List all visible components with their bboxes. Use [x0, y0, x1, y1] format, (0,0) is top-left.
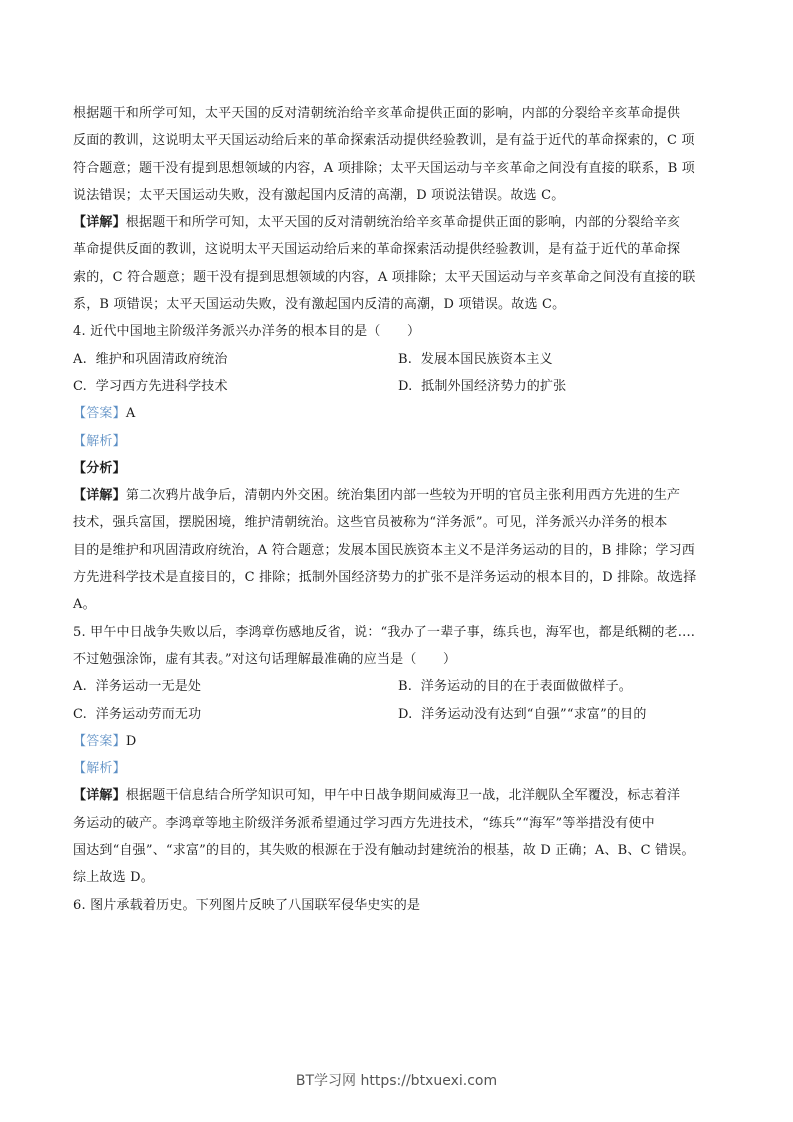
text-line: 综上故选 D。: [73, 870, 154, 886]
option-b[interactable]: [398, 346, 725, 373]
text-line: 目的是维护和巩固清政府统治，A 符合题意；发展本国民族资本主义不是洋务运动的目的，B 排除；学习西: [73, 542, 696, 558]
fenxi-line: [73, 455, 725, 482]
detail-text: 根据题干信息结合所学知识可知，甲午中日战争期间威海卫一战，北洋舰队全军覆没，标志着洋: [125, 788, 681, 804]
analysis-label: 【解析】: [73, 433, 126, 449]
text-line: 根据题干和所学可知，太平天国的反对清朝统治给辛亥革命提供正面的影响，内部的分裂给辛亥革命提供: [73, 106, 681, 121]
text-line: 索的，C 符合题意；题干没有提到思想领域的内容，A 项排除；太平天国运动与辛亥革命之间没有直接的联: [73, 269, 696, 285]
text-line: 说法错误；太平天国运动失败，没有激起国内反清的高潮，D 项说法错误。故选 C。: [73, 187, 565, 203]
text-line: 符合题意；题干没有提到思想领域的内容，A 项排除；太平天国运动与辛亥革命之间没有直接的联系，B 项: [73, 160, 696, 176]
detail-label: 【详解】: [73, 788, 126, 804]
detail-text: 第二次鸦片战争后，清朝内外交困。统治集团内部一些较为开明的官员主张利用西方先进的生产: [125, 488, 681, 504]
text-line: 革命提供反面的教训，这说明太平天国运动给后来的革命探索活动提供经验教训，是有益于近代的革命探: [73, 242, 681, 258]
option-text: 洋务运动一无是处: [95, 679, 202, 695]
question-text: 甲午中日战争失败以后，李鸿章伤感地反省，说：“我办了一辈子事，练兵也，海军也，都是纸糊的老....: [90, 624, 696, 640]
answer-label: 【答案】: [73, 733, 126, 749]
option-row: [73, 346, 725, 373]
option-row: [73, 701, 725, 728]
question-text: 近代中国地主阶级洋务派兴办洋务的根本目的是（ ）: [90, 324, 421, 340]
answer-value: A: [125, 406, 136, 422]
analysis-line: [73, 428, 725, 455]
option-c[interactable]: [73, 373, 398, 400]
option-text: 洋务运动劳而无功: [95, 706, 202, 722]
option-text: 维护和巩固清政府统治: [95, 351, 228, 367]
answer-line: [73, 400, 725, 427]
question-stem: [73, 318, 725, 345]
detail-label: 【详解】: [73, 488, 126, 504]
option-d[interactable]: [398, 701, 725, 728]
question-6: [73, 892, 725, 919]
question-number: 5.: [73, 624, 86, 640]
text-line: A。: [73, 597, 96, 613]
text-line: [73, 209, 725, 236]
option-key: A.: [73, 679, 87, 695]
option-row: [73, 673, 725, 700]
text-line: [73, 482, 725, 509]
text-line: [73, 782, 725, 809]
option-a[interactable]: [73, 346, 398, 373]
option-key: D.: [398, 378, 413, 394]
question-5: [73, 619, 725, 892]
text-line: 国达到“自强”、“求富”的目的，其失败的根源在于没有触动封建统治的根基，故 D 正确；A、B、C 错误。: [73, 843, 695, 859]
detail-text: 根据题干和所学可知，太平天国的反对清朝统治给辛亥革命提供正面的影响，内部的分裂给辛亥: [125, 215, 681, 231]
answer-value: D: [125, 733, 137, 749]
footer-watermark: BT学习网 https://btxuexi.com: [295, 1073, 498, 1089]
text-line: 反面的教训，这说明太平天国运动给后来的革命探索活动提供经验教训，是有益于近代的革命探索的，C 项: [73, 133, 695, 149]
option-a[interactable]: [73, 673, 398, 700]
option-key: C.: [73, 706, 88, 722]
fenxi-label: 【分析】: [73, 460, 126, 476]
q3-analysis-continuation: [73, 100, 725, 209]
option-row: [73, 373, 725, 400]
option-c[interactable]: [73, 701, 398, 728]
option-key: A.: [73, 351, 87, 367]
analysis-line: [73, 755, 725, 782]
option-key: D.: [398, 706, 413, 722]
analysis-label: 【解析】: [73, 761, 126, 777]
text-line: 方先进科学技术是直接目的，C 排除；抵制外国经济势力的扩张不是洋务运动的根本目的，D 排除。故选择: [73, 570, 697, 586]
question-number: 6.: [73, 897, 86, 913]
option-key: B.: [398, 351, 413, 367]
answer-line: [73, 728, 725, 755]
document-page: [73, 100, 725, 919]
option-text: 发展本国民族资本主义: [420, 351, 553, 367]
text-line: 系，B 项错误；太平天国运动失败，没有激起国内反清的高潮，D 项错误。故选 C。: [73, 297, 566, 313]
answer-label: 【答案】: [73, 406, 126, 422]
option-text: 洋务运动没有达到“自强”“求富”的目的: [421, 706, 647, 722]
option-key: B.: [398, 679, 413, 695]
question-stem: [73, 892, 725, 919]
question-4: [73, 318, 725, 618]
option-text: 学习西方先进科学技术: [95, 378, 228, 394]
question-number: 4.: [73, 324, 86, 340]
option-key: C.: [73, 378, 88, 394]
option-text: 洋务运动的目的在于表面做做样子。: [420, 679, 632, 695]
text-line: 务运动的破产。李鸿章等地主阶级洋务派希望通过学习西方先进技术，“练兵”“海军”等举措没有使中: [73, 815, 655, 831]
text-line: 技术，强兵富国，摆脱困境，维护清朝统治。这些官员被称为“洋务派”。可见，洋务派兴办洋务的根本: [73, 515, 668, 531]
option-d[interactable]: [398, 373, 725, 400]
option-text: 抵制外国经济势力的扩张: [421, 378, 567, 394]
question-stem-continued: 不过勉强涂饰，虚有其表。”对这句话理解最准确的应当是（ ）: [73, 651, 457, 667]
q3-detail: [73, 209, 725, 318]
question-text: 图片承载着历史。下列图片反映了八国联军侵华史实的是: [90, 897, 421, 913]
detail-label: 【详解】: [73, 215, 126, 231]
option-b[interactable]: [398, 673, 725, 700]
question-stem: [73, 619, 725, 646]
